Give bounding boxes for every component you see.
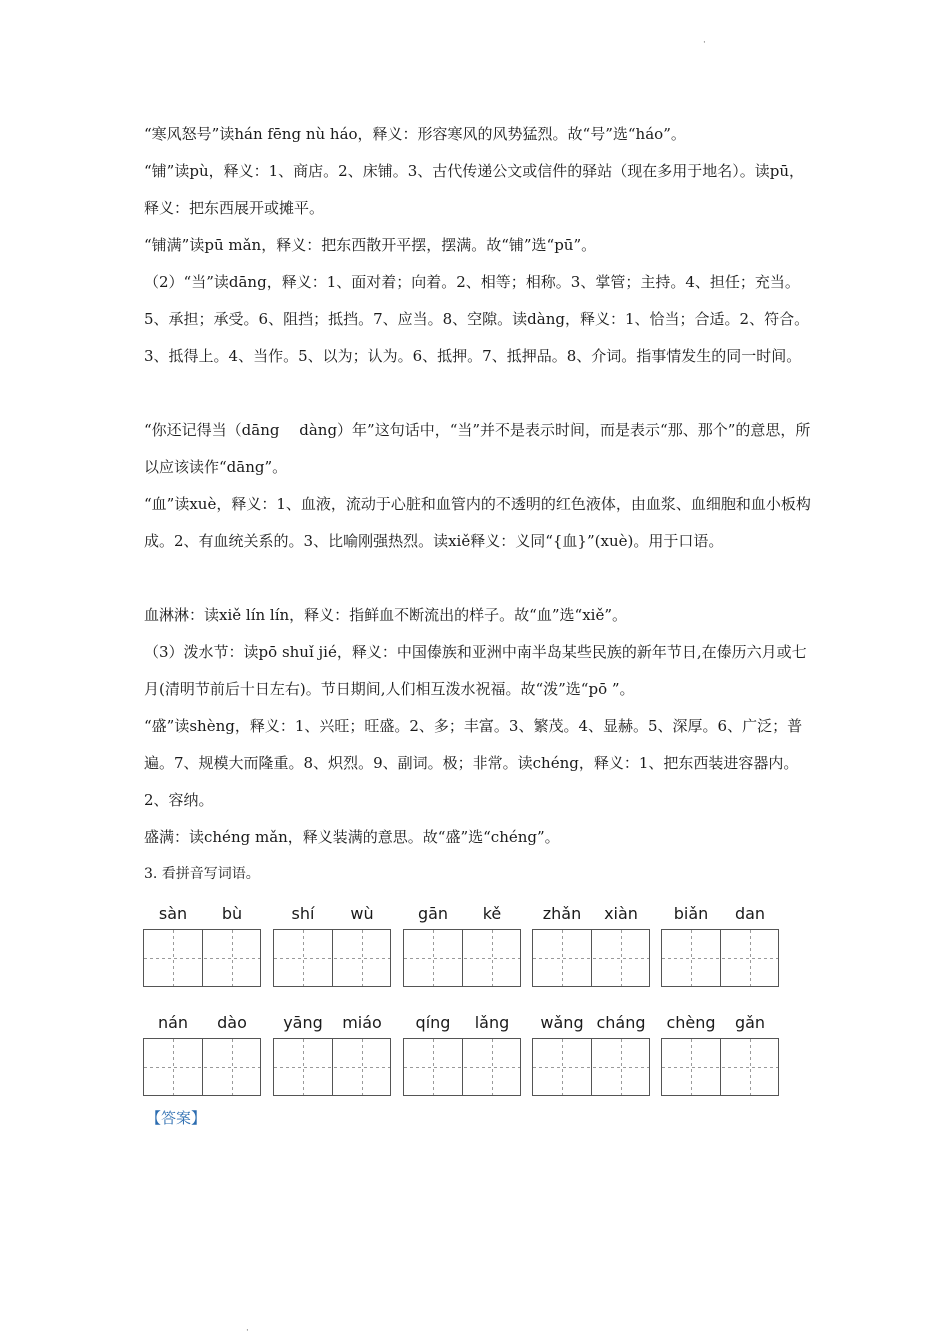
paragraph: “铺满”读pū mǎn，释义：把东西散开平摆，摆满。故“铺”选“pū”。 (144, 236, 597, 254)
pinyin-syllable: dào (217, 1013, 247, 1032)
pinyin-syllable: cháng (596, 1013, 646, 1032)
question-heading: 3. 看拼音写词语。 (144, 866, 260, 882)
paragraph: “寒风怒号”读hán fēng nù háo，释义：形容寒风的风势猛烈。故“号”选“háo”。 (144, 125, 686, 143)
pinyin-syllable: miáo (342, 1013, 382, 1032)
writing-grid[interactable] (661, 929, 779, 987)
writing-grid[interactable] (403, 1038, 521, 1096)
page-mark-dot: · (246, 1326, 249, 1336)
pinyin-syllable: dan (734, 904, 766, 923)
paragraph: “血”读xuè，释义：1、血液，流动于心脏和血管内的不透明的红色液体，由血浆、血细胞和血小板构成。2、有血统关系的。3、比喻刚强热烈。读xiě释义：义同“{血}”(xuè)。用于口语。 (144, 495, 811, 550)
pinyin-syllable: kě (482, 904, 502, 923)
paragraph: 血淋淋：读xiě lín lín，释义：指鲜血不断流出的样子。故“血”选“xiě”。 (144, 606, 627, 624)
pinyin-syllable: xiàn (604, 904, 638, 923)
pinyin-syllable: zhǎn (542, 904, 582, 923)
paragraph: （3）泼水节：读pō shuǐ jié，释义：中国傣族和亚洲中南半岛某些民族的新年节日,在傣历六月或七月(清明节前后十日左右)。节日期间,人们相互泼水祝福。故“泼”选“pō ”。 (144, 643, 807, 698)
page-mark-dot: · (703, 38, 706, 48)
writing-grid[interactable] (403, 929, 521, 987)
pinyin-syllable: biǎn (673, 904, 709, 923)
pinyin-syllable: gǎn (734, 1013, 766, 1032)
pinyin-syllable: nán (157, 1013, 189, 1032)
writing-grid[interactable] (273, 1038, 391, 1096)
paragraph: “你还记得当（dāng dàng）年”这句话中，“当”并不是表示时间，而是表示“那、那个”的意思，所以应该读作“dāng”。 (144, 421, 811, 476)
pinyin-syllable: sàn (158, 904, 188, 923)
pinyin-syllable: shí (291, 904, 315, 923)
pinyin-syllable: chèng (666, 1013, 716, 1032)
paragraph: 盛满：读chéng mǎn，释义装满的意思。故“盛”选“chéng”。 (144, 828, 560, 846)
writing-grid[interactable] (532, 929, 650, 987)
paragraph: “盛”读shèng，释义：1、兴旺；旺盛。2、多；丰富。3、繁茂。4、显赫。5、深厚。6、广泛；普遍。7、规模大而隆重。8、炽烈。9、副词。极；非常。读chéng，释义：1、把东西装进容器内。2、容纳。 (144, 717, 803, 809)
pinyin-syllable: yāng (283, 1013, 323, 1032)
writing-grid[interactable] (143, 929, 261, 987)
paragraph: （2）“当”读dāng，释义：1、面对着；向着。2、相等；相称。3、掌管；主持。4、担任；充当。5、承担；承受。6、阻挡；抵挡。7、应当。8、空隙。读dàng，释义：1、恰当；合适。2、符合。3、抵得上。4、当作。5、以为；认为。6、抵押。7、抵押品。8、介词。指事情发生的同一时间。 (144, 273, 810, 365)
pinyin-syllable: qíng (415, 1013, 451, 1032)
pinyin-syllable: bù (221, 904, 243, 923)
pinyin-syllable: wù (350, 904, 374, 923)
writing-grid[interactable] (532, 1038, 650, 1096)
paragraph: “铺”读pù，释义：1、商店。2、床铺。3、古代传递公文或信件的驿站（现在多用于地名）。读pū，释义：把东西展开或摊平。 (144, 162, 804, 217)
writing-grid[interactable] (143, 1038, 261, 1096)
writing-grid[interactable] (661, 1038, 779, 1096)
pinyin-syllable: gān (417, 904, 449, 923)
pinyin-syllable: lǎng (474, 1013, 510, 1032)
pinyin-syllable: wǎng (540, 1013, 584, 1032)
answer-label: 【答案】 (146, 1109, 207, 1127)
writing-grid[interactable] (273, 929, 391, 987)
